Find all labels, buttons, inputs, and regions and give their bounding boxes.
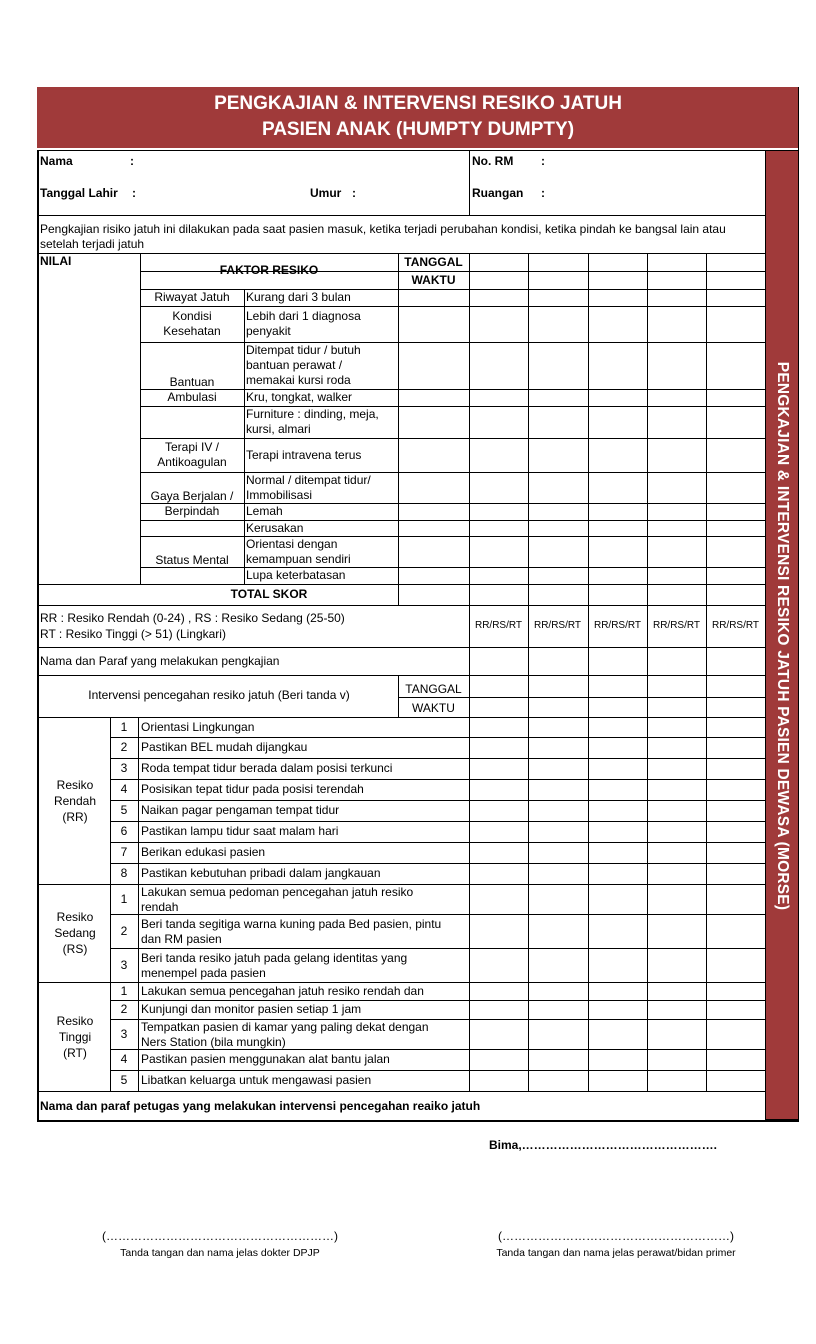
risk-legend-line2: RT : Resiko Tinggi (> 51) (Lingkari): [40, 627, 226, 641]
grid-line-h: [110, 842, 765, 843]
no-rm-colon: :: [541, 154, 545, 168]
risk-group-label-line: (RS): [62, 942, 88, 956]
factor-criterion: [246, 568, 345, 583]
factor-name-line: Gaya Berjalan /: [150, 489, 234, 503]
intervention-text-line: Beri tanda resiko jatuh pada gelang identitas yang: [141, 951, 408, 965]
grid-line-v: [469, 150, 470, 215]
intervention-number: 3: [120, 1026, 128, 1041]
tanggal-lahir-label: Tanggal Lahir: [40, 186, 118, 200]
risk-category-cell[interactable]: RR/RS/RT: [652, 620, 701, 631]
grid-line-v: [469, 717, 470, 1091]
intervention-text: [141, 720, 254, 735]
intervention-text: [141, 984, 424, 999]
grid-line-h: [37, 150, 765, 151]
intro-line2: setelah terjadi jatuh: [40, 237, 145, 251]
intervention-text: [141, 951, 407, 981]
grid-line-v: [765, 717, 766, 1091]
grid-line-h: [37, 605, 765, 606]
risk-group-label-line: (RT): [63, 1045, 87, 1060]
waktu-header: WAKTU: [411, 273, 456, 287]
grid-line-v: [647, 717, 648, 1091]
intervention-text: [141, 1073, 371, 1088]
side-banner-title: PENGKAJIAN & INTERVENSI RESIKO JATUH PASIEN DEWASA (MORSE): [774, 361, 791, 911]
umur-label: Umur: [310, 186, 342, 200]
intervention-number: 1: [120, 719, 128, 734]
factor-criterion-line: Normal / ditempat tidur/: [246, 472, 371, 487]
factor-criterion-line: Lupa keterbatasan: [246, 568, 346, 582]
ruangan-label: Ruangan: [472, 186, 524, 200]
intervention-text: [141, 917, 441, 947]
factor-criterion-line: kursi, almari: [246, 422, 311, 436]
factor-name: [140, 309, 244, 339]
nama-colon: :: [130, 154, 134, 168]
grid-line-h: [37, 647, 765, 648]
factor-name: [140, 440, 244, 470]
intervention-number: 3: [120, 761, 128, 775]
intervention-text-line: Pastikan pasien menggunakan alat bantu jalan: [141, 1052, 390, 1066]
factor-name-line: Berpindah: [164, 504, 220, 518]
grid-line-v: [244, 289, 245, 584]
form-title-line2: PASIEN ANAK (HUMPTY DUMPTY): [261, 119, 575, 140]
intervention-text-line: rendah: [141, 900, 179, 914]
factor-criterion: [246, 537, 351, 567]
grid-line-h: [37, 1120, 799, 1122]
factor-name-line: Status Mental: [155, 552, 229, 567]
grid-line-h: [110, 758, 765, 759]
grid-line-v: [37, 150, 39, 1121]
intervention-text-line: Kunjungi dan monitor pasien setiap 1 jam: [141, 1002, 362, 1016]
factor-name-line: Terapi IV /: [164, 440, 220, 454]
intervention-text-line: dan RM pasien: [141, 932, 222, 946]
factor-criterion-line: Kru, tongkat, walker: [246, 390, 353, 404]
intervention-text-line: menempel pada pasien: [141, 966, 266, 980]
factor-criterion-line: Furniture : dinding, meja,: [246, 407, 379, 421]
intervention-text-line: Berikan edukasi pasien: [141, 845, 266, 859]
intervensi-tanggal-header: TANGGAL: [405, 682, 462, 696]
factor-criterion: [246, 309, 361, 339]
intervention-text: [141, 782, 364, 797]
tanggal-lahir-colon: :: [132, 186, 136, 200]
factor-criterion-line: memakai kursi roda: [246, 373, 351, 387]
place-date: Bima,………………………………………….: [489, 1138, 718, 1152]
factor-criterion-line: Ditempat tidur / butuh: [246, 343, 361, 357]
factor-criterion: [246, 390, 352, 405]
intervention-text: [141, 866, 381, 881]
risk-group-label-line: Resiko: [56, 1013, 94, 1028]
intervention-text-line: Beri tanda segitiga warna kuning pada Bed pasien, pintu: [141, 917, 442, 931]
grid-line-h: [140, 342, 244, 343]
grid-line-h: [110, 737, 765, 738]
intervention-text-line: Lakukan semua pedoman pencegahan jatuh resiko: [141, 885, 414, 899]
risk-category-cell[interactable]: RR/RS/RT: [533, 620, 582, 631]
intervention-number: 2: [120, 1002, 128, 1016]
factor-criterion: [246, 521, 303, 536]
factor-criterion-line: Kurang dari 3 bulan: [246, 290, 351, 304]
intervention-text-line: Tempatkan pasien di kamar yang paling dekat dengan: [141, 1020, 429, 1034]
intervensi-header: Intervensi pencegahan resiko jatuh (Beri tanda v): [88, 688, 350, 702]
intervention-number: 2: [120, 740, 128, 754]
factor-name-line: Bantuan: [169, 375, 215, 389]
grid-line-h: [398, 271, 765, 272]
grid-line-v: [647, 253, 648, 717]
grid-line-v: [588, 717, 589, 1091]
risk-group-label-line: (RR): [62, 809, 88, 824]
grid-line-v: [588, 253, 589, 717]
grid-line-h: [37, 675, 765, 676]
factor-criterion-line: penyakit: [246, 324, 291, 338]
intervention-text-line: Posisikan tepat tidur pada posisi terendah: [141, 782, 364, 796]
factor-name-line: Riwayat Jatuh: [154, 290, 230, 304]
intervention-text-line: Orientasi Lingkungan: [141, 719, 255, 734]
nama-paraf-pengkajian: Nama dan Paraf yang melakukan pengkajian: [40, 654, 280, 668]
intervention-text-line: Naikan pagar pengaman tempat tidur: [141, 803, 340, 817]
intervention-number: 7: [120, 845, 128, 859]
grid-line-h: [140, 472, 244, 473]
risk-category-cell[interactable]: RR/RS/RT: [711, 620, 760, 631]
intervention-number: 3: [120, 957, 128, 972]
intervention-number: 1: [120, 983, 128, 998]
grid-line-v: [706, 717, 707, 1091]
grid-line-h: [37, 1091, 765, 1092]
doctor-signature-caption: Tanda tangan dan nama jelas dokter DPJP: [120, 1247, 320, 1259]
grid-line-v: [528, 717, 529, 1091]
ruangan-colon: :: [541, 186, 545, 200]
intervention-text: [141, 761, 392, 776]
doctor-signature-blank: (…………………………………………………): [102, 1229, 338, 1243]
intervention-number: 6: [120, 824, 128, 838]
intervention-text: [141, 1002, 361, 1017]
risk-group-label-line: Resiko: [56, 777, 94, 792]
risk-group-label: [40, 909, 110, 957]
intervention-number: 1: [120, 891, 128, 906]
factor-criterion-line: Orientasi dengan: [246, 536, 338, 551]
intervention-number: 4: [120, 1052, 128, 1066]
factor-criterion-line: bantuan perawat /: [246, 358, 343, 372]
factor-name-line: Kesehatan: [163, 324, 221, 338]
intro-line1: Pengkajian risiko jatuh ini dilakukan pada saat pasien masuk, ketika terjadi perubahan kondisi, ketika pindah ke bangsal lain atau: [40, 222, 726, 236]
factor-criterion: [246, 504, 283, 519]
factor-criterion-line: Lemah: [246, 504, 283, 518]
grid-line-h: [110, 821, 765, 822]
nurse-signature-caption: Tanda tangan dan nama jelas perawat/bidan primer: [496, 1247, 736, 1259]
grid-line-h: [37, 584, 765, 585]
grid-line-v: [469, 253, 470, 717]
intervention-number: 4: [120, 782, 128, 796]
tanggal-header: TANGGAL: [404, 255, 463, 269]
risk-category-cell[interactable]: RR/RS/RT: [474, 620, 523, 631]
intervention-number: 8: [120, 866, 128, 880]
grid-line-h: [110, 863, 765, 864]
grid-line-h: [398, 697, 765, 698]
grid-line-h: [140, 406, 765, 407]
total-skor-label: TOTAL SKOR: [230, 587, 308, 601]
nama-label: Nama: [40, 154, 73, 168]
factor-name-line: Kondisi: [172, 309, 212, 323]
intervensi-waktu-header: WAKTU: [412, 701, 455, 715]
form-title: [37, 87, 799, 148]
intervention-text-line: Lakukan semua pencegahan jatuh resiko rendah dan: [141, 983, 424, 998]
intervention-text-line: Pastikan BEL mudah dijangkau: [141, 740, 308, 754]
grid-line-h: [110, 948, 765, 949]
grid-line-v: [798, 87, 799, 1121]
grid-line-h: [37, 717, 765, 718]
intervention-number: 5: [120, 803, 128, 817]
risk-group-label: [40, 1013, 110, 1061]
form-title-line1: PENGKAJIAN & INTERVENSI RESIKO JATUH: [214, 93, 622, 114]
intervention-number: 2: [120, 923, 128, 938]
grid-line-h: [110, 1000, 765, 1001]
grid-line-v: [528, 253, 529, 717]
intervention-text-line: Roda tempat tidur berada dalam posisi terkunci: [141, 761, 393, 775]
intervention-text: [141, 1020, 429, 1050]
risk-category-cell[interactable]: RR/RS/RT: [593, 620, 642, 631]
factor-name: [140, 489, 244, 519]
grid-line-h: [110, 779, 765, 780]
grid-line-h: [37, 215, 765, 216]
grid-line-h: [140, 438, 244, 439]
risk-group-label-line: Tinggi: [58, 1029, 92, 1044]
factor-criterion-line: kemampuan sendiri: [246, 551, 351, 566]
no-rm-label: No. RM: [472, 154, 514, 168]
factor-criterion-line: Kerusakan: [246, 520, 304, 535]
risk-group-label-line: Sedang: [54, 926, 96, 940]
factor-criterion: [246, 343, 361, 388]
grid-line-v: [398, 253, 399, 605]
factor-criterion-line: Terapi intravena terus: [246, 447, 362, 462]
nilai-label: NILAI: [40, 254, 72, 268]
umur-colon: :: [352, 186, 356, 200]
factor-criterion-line: Immobilisasi: [246, 487, 313, 502]
intervention-text-line: Ners Station (bila mungkin): [141, 1035, 286, 1049]
factor-criterion: [246, 407, 379, 437]
factor-criterion-line: Lebih dari 1 diagnosa: [246, 309, 361, 323]
grid-line-v: [765, 253, 766, 717]
intervention-text: [141, 803, 339, 818]
factor-criterion: [246, 448, 361, 463]
intervention-text: [141, 824, 338, 839]
intervention-text-line: Pastikan kebutuhan pribadi dalam jangkauan: [141, 866, 381, 880]
factor-criterion: [246, 290, 351, 305]
factor-name-line: Ambulasi: [167, 390, 217, 404]
factor-name: [140, 375, 244, 405]
factor-name: [140, 290, 244, 305]
intervention-text: [141, 740, 307, 755]
factor-name-line: Antikoagulan: [157, 455, 227, 469]
grid-line-h: [110, 800, 765, 801]
grid-line-h: [140, 536, 244, 537]
grid-line-h: [37, 253, 765, 254]
factor-name: [140, 553, 244, 568]
intervention-text: [141, 885, 413, 915]
grid-line-h: [140, 306, 244, 307]
grid-line-v: [706, 253, 707, 717]
intervention-text-line: Libatkan keluarga untuk mengawasi pasien: [141, 1073, 372, 1087]
intervention-number: 5: [120, 1073, 128, 1087]
risk-group-label: [40, 777, 110, 825]
grid-line-h: [140, 520, 765, 521]
intervention-text: [141, 1052, 390, 1067]
risk-group-label-line: Rendah: [53, 793, 97, 808]
risk-legend-line1: RR : Resiko Rendah (0-24) , RS : Resiko Sedang (25-50): [40, 611, 345, 625]
intervensi-footer: Nama dan paraf petugas yang melakukan intervensi pencegahan reaiko jatuh: [40, 1099, 481, 1113]
factor-criterion: [246, 473, 371, 503]
grid-line-v: [138, 717, 139, 1091]
risk-group-label-line: Resiko: [56, 910, 94, 924]
faktor-resiko-header: FAKTOR RESIKO: [219, 263, 319, 277]
intervention-text-line: Pastikan lampu tidur saat malam hari: [141, 824, 339, 838]
grid-line-h: [110, 1070, 765, 1071]
nurse-signature-blank: (…………………………………………………): [498, 1229, 734, 1243]
intervention-text: [141, 845, 265, 860]
